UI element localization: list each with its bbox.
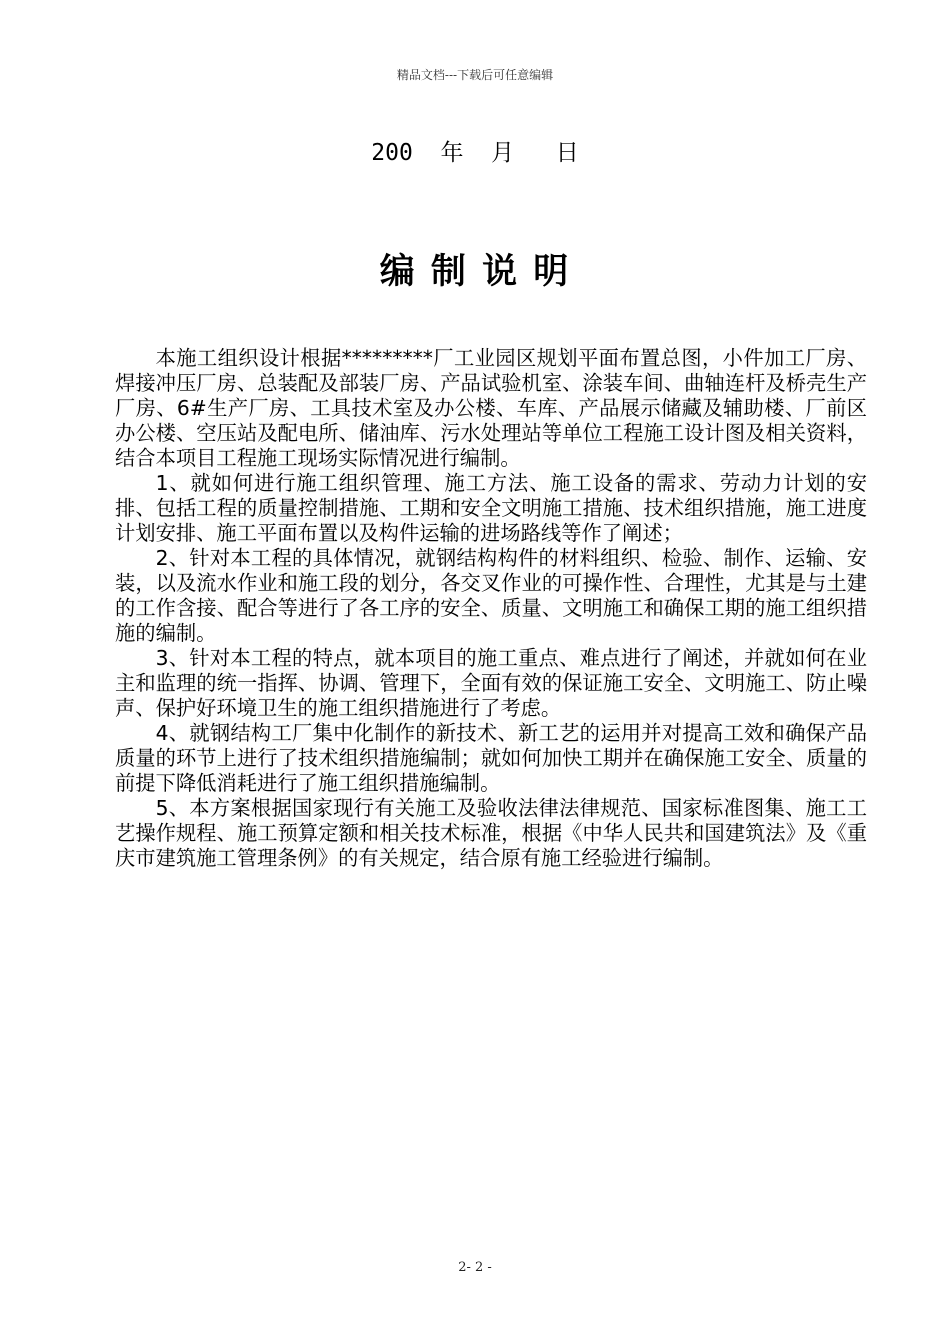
page-number: 2- 2 - xyxy=(458,1260,492,1275)
intro-paragraph: 本施工组织设计根据*********厂工业园区规划平面布置总图，小件加工厂房、焊接冲压厂房、总装配及部装厂房、产品试验机室、涂装车间、曲轴连杆及桥壳生产厂房、6#生产厂房、工具技术室及办公楼、车库、产品展示储藏及辅助楼、厂前区办公楼、空压站及配电所、储油库、污水处理站等单位工程施工设计图及相关资料，结合本项目工程施工现场实际情况进行编制。 xyxy=(115,346,867,470)
date-line: 200 年 月 日 xyxy=(371,140,579,166)
body-text xyxy=(115,346,867,871)
paragraph-item-2: 2、针对本工程的具体情况，就钢结构构件的材料组织、检验、制作、运输、安装，以及流水作业和施工段的划分，各交叉作业的可操作性、合理性，尤其是与土建的工作含接、配合等进行了各工序的安全、质量、文明施工和确保工期的施工组织措施的编制。 xyxy=(115,546,867,645)
header-note: 精品文档---下载后可任意编辑 xyxy=(396,68,554,82)
paragraph-item-5: 5、本方案根据国家现行有关施工及验收法律法律规范、国家标准图集、施工工艺操作规程、施工预算定额和相关技术标准，根据《中华人民共和国建筑法》及《重庆市建筑施工管理条例》的有关规定，结合原有施工经验进行编制。 xyxy=(115,796,867,870)
document-title: 编 制 说 明 xyxy=(379,252,571,292)
paragraph-item-1: 1、就如何进行施工组织管理、施工方法、施工设备的需求、劳动力计划的安排、包括工程的质量控制措施、工期和安全文明施工措施、技术组织措施，施工进度计划安排、施工平面布置以及构件运输的进场路线等作了阐述； xyxy=(115,471,867,545)
paragraph-item-4: 4、就钢结构工厂集中化制作的新技术、新工艺的运用并对提高工效和确保产品质量的环节上进行了技术组织措施编制；就如何加快工期并在确保施工安全、质量的前提下降低消耗进行了施工组织措施编制。 xyxy=(115,721,867,795)
paragraph-item-3: 3、针对本工程的特点，就本项目的施工重点、难点进行了阐述，并就如何在业主和监理的统一指挥、协调、管理下，全面有效的保证施工安全、文明施工、防止噪声、保护好环境卫生的施工组织措施进行了考虑。 xyxy=(115,646,867,720)
